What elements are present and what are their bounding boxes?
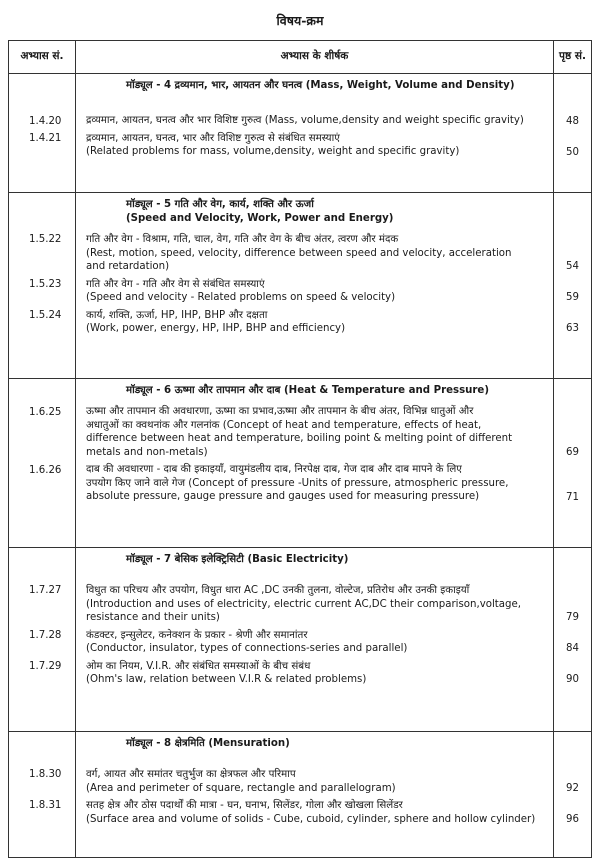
exercise-title-line: absolute pressure, gauge pressure and gauges used for measuring pressure) <box>86 491 480 503</box>
page-number: 90 <box>566 674 579 686</box>
exercise-title-line: सतह क्षेत्र और ठोस पदार्थों की मात्रा - घन, घनाभ, सिलेंडर, गोला और खोखला सिलेंडर <box>86 800 403 812</box>
exercise-entry <box>86 629 547 656</box>
page-number-cell <box>554 731 592 857</box>
exercise-title-cell <box>76 193 554 379</box>
exercise-number-cell <box>9 379 76 548</box>
page-number-cell <box>554 379 592 548</box>
exercise-entry <box>86 799 547 826</box>
module-heading-text: मॉड्यूल - 6 ऊष्मा और तापमान और दाब (Heat & Temperature and Pressure) <box>126 385 489 397</box>
module-heading <box>86 79 547 92</box>
exercise-number-cell <box>9 193 76 379</box>
exercise-title-line: उपयोग किए जाने वाले गेज (Concept of pressure -Units of pressure, atmospheric pressure, <box>86 477 509 489</box>
exercise-title-line: (Area and perimeter of square, rectangle and parallelogram) <box>86 782 396 794</box>
exercise-entry <box>86 114 547 127</box>
exercise-number-cell <box>9 74 76 193</box>
page-number: 96 <box>566 813 579 825</box>
exercise-title-line: ऊष्मा और तापमान की अवधारणा, ऊष्मा का प्रभाव,ऊष्मा और तापमान के बीच अंतर, विभिन्न धातुओं और <box>86 406 474 418</box>
exercise-number: 1.4.20 <box>29 115 62 127</box>
exercise-title-line: द्रव्यमान, आयतन, घनत्व, भार और विशिष्ट गुरुत्व से संबंधित समस्याएं <box>86 132 340 144</box>
module-heading <box>86 553 547 566</box>
module-heading-text: मॉड्यूल - 4 द्रव्यमान, भार, आयतन और घनत्व (Mass, Weight, Volume and Density) <box>126 80 515 91</box>
page-number-cell <box>554 193 592 379</box>
exercise-entry <box>86 660 547 687</box>
module-heading <box>86 737 547 750</box>
exercise-title-line: (Work, power, energy, HP, IHP, BHP and efficiency) <box>86 322 346 334</box>
exercise-number: 1.7.28 <box>29 629 62 641</box>
exercise-title-cell <box>76 379 554 548</box>
exercise-entry <box>86 278 547 305</box>
module-heading <box>86 384 547 397</box>
page-title: विषय-क्रम <box>276 13 324 28</box>
exercise-title-line: अधातुओं का क्वथनांक और गलनांक (Concept of heat and temperature, effects of heat, <box>86 419 482 431</box>
exercise-number: 1.6.25 <box>29 406 62 418</box>
module-heading-text: मॉड्यूल - 8 क्षेत्रमिति (Mensuration) <box>126 737 290 749</box>
exercise-title-line: गति और वेग - गति और वेग से संबंधित समस्याएं <box>86 278 265 290</box>
module-row <box>9 731 592 857</box>
page-number: 92 <box>566 782 579 794</box>
exercise-title-line: metals and non-metals) <box>86 446 208 458</box>
exercise-title-line: and retardation) <box>86 261 170 273</box>
exercise-number: 1.8.30 <box>29 769 62 781</box>
module-heading-text: मॉड्यूल - 5 गति और वेग, कार्य, शक्ति और ऊर्जा <box>126 199 314 211</box>
exercise-number: 1.7.29 <box>29 660 62 672</box>
exercise-number: 1.8.31 <box>29 800 62 812</box>
page-number: 63 <box>566 323 579 335</box>
exercise-title-line: (Introduction and uses of electricity, electric current AC,DC their comparison,voltage, <box>86 598 522 610</box>
page-number: 71 <box>566 491 579 503</box>
exercise-title-line: (Ohm's law, relation between V.I.R & related problems) <box>86 674 367 686</box>
table-header-row <box>9 41 592 74</box>
exercise-title-line: ओम का नियम, V.I.R. और संबंधित समस्याओं के बीच संबंध <box>86 660 311 672</box>
exercise-entry <box>86 132 547 159</box>
exercise-entry <box>86 405 547 459</box>
page-number: 59 <box>566 292 579 304</box>
module-heading-subtitle: (Speed and Velocity, Work, Power and Energy) <box>126 212 394 224</box>
header-exercise-no: अभ्यास सं. <box>9 41 76 74</box>
exercise-title-line: (Rest, motion, speed, velocity, difference between speed and velocity, acceleration <box>86 247 512 259</box>
exercise-title-line: विधुत का परिचय और उपयोग, विधुत धारा AC ,DC उनकी तुलना, वोल्टेज, प्रतिरोध और उनकी इकाइयाँ <box>86 585 470 597</box>
exercise-title-line: कार्य, शक्ति, ऊर्जा, HP, IHP, BHP और दक्षता <box>86 309 268 321</box>
exercise-title-line: कंडक्टर, इन्सुलेटर, कनेक्शन के प्रकार - श्रेणी और समानांतर <box>86 629 308 641</box>
exercise-number-cell <box>9 547 76 731</box>
exercise-title-line: (Surface area and volume of solids - Cube, cuboid, cylinder, sphere and hollow cylinder) <box>86 813 536 825</box>
exercise-number: 1.4.21 <box>29 133 62 144</box>
module-row <box>9 74 592 193</box>
module-heading <box>86 198 547 225</box>
page-number-cell <box>554 74 592 193</box>
page-number: 48 <box>566 115 579 127</box>
exercise-entry <box>86 233 547 273</box>
module-row <box>9 379 592 548</box>
page-number: 84 <box>566 643 579 655</box>
exercise-number: 1.5.24 <box>29 309 62 321</box>
exercise-title-cell <box>76 74 554 193</box>
exercise-number: 1.5.22 <box>29 234 62 246</box>
page-number: 79 <box>566 612 579 624</box>
exercise-number-cell <box>9 731 76 857</box>
exercise-title-line: गति और वेग - विश्राम, गति, चाल, वेग, गति और वेग के बीच अंतर, त्वरण और मंदक <box>86 234 399 246</box>
exercise-title-line: resistance and their units) <box>86 612 220 624</box>
module-row <box>9 193 592 379</box>
exercise-title-line: वर्ग, आयत और समांतर चतुर्भुज का क्षेत्रफल और परिमाप <box>86 769 296 781</box>
exercise-title-line: (Conductor, insulator, types of connections-series and parallel) <box>86 643 408 655</box>
contents-table <box>8 40 592 858</box>
exercise-entry <box>86 768 547 795</box>
exercise-entry <box>86 463 547 503</box>
exercise-title-line: द्रव्यमान, आयतन, घनत्व और भार विशिष्ट गुरुत्व (Mass, volume,density and weight specific gravity) <box>86 115 524 127</box>
page-number: 50 <box>566 146 579 158</box>
module-heading-text: मॉड्यूल - 7 बेसिक इलेक्ट्रिसिटी (Basic Electricity) <box>126 553 349 565</box>
header-exercise-title: अभ्यास के शीर्षक <box>76 41 554 74</box>
exercise-title-line: (Related problems for mass, volume,density, weight and specific gravity) <box>86 146 460 158</box>
exercise-entry <box>86 584 547 624</box>
exercise-entry <box>86 309 547 336</box>
module-row <box>9 547 592 731</box>
exercise-number: 1.6.26 <box>29 464 62 476</box>
exercise-title-cell <box>76 731 554 857</box>
exercise-title-line: difference between heat and temperature, boiling point & melting point of different <box>86 433 513 445</box>
exercise-title-line: दाब की अवधारणा - दाब की इकाइयाँ, वायुमंडलीय दाब, निरपेक्ष दाब, गेज दाब और दाब मापने के लिए <box>86 464 462 476</box>
page-number: 69 <box>566 447 579 459</box>
exercise-title-line: (Speed and velocity - Related problems on speed & velocity) <box>86 292 396 304</box>
page-number: 54 <box>566 261 579 273</box>
exercise-title-cell <box>76 547 554 731</box>
exercise-number: 1.5.23 <box>29 278 62 290</box>
exercise-number: 1.7.27 <box>29 585 62 597</box>
page-number-cell <box>554 547 592 731</box>
header-page-no: पृष्ठ सं. <box>554 41 592 74</box>
